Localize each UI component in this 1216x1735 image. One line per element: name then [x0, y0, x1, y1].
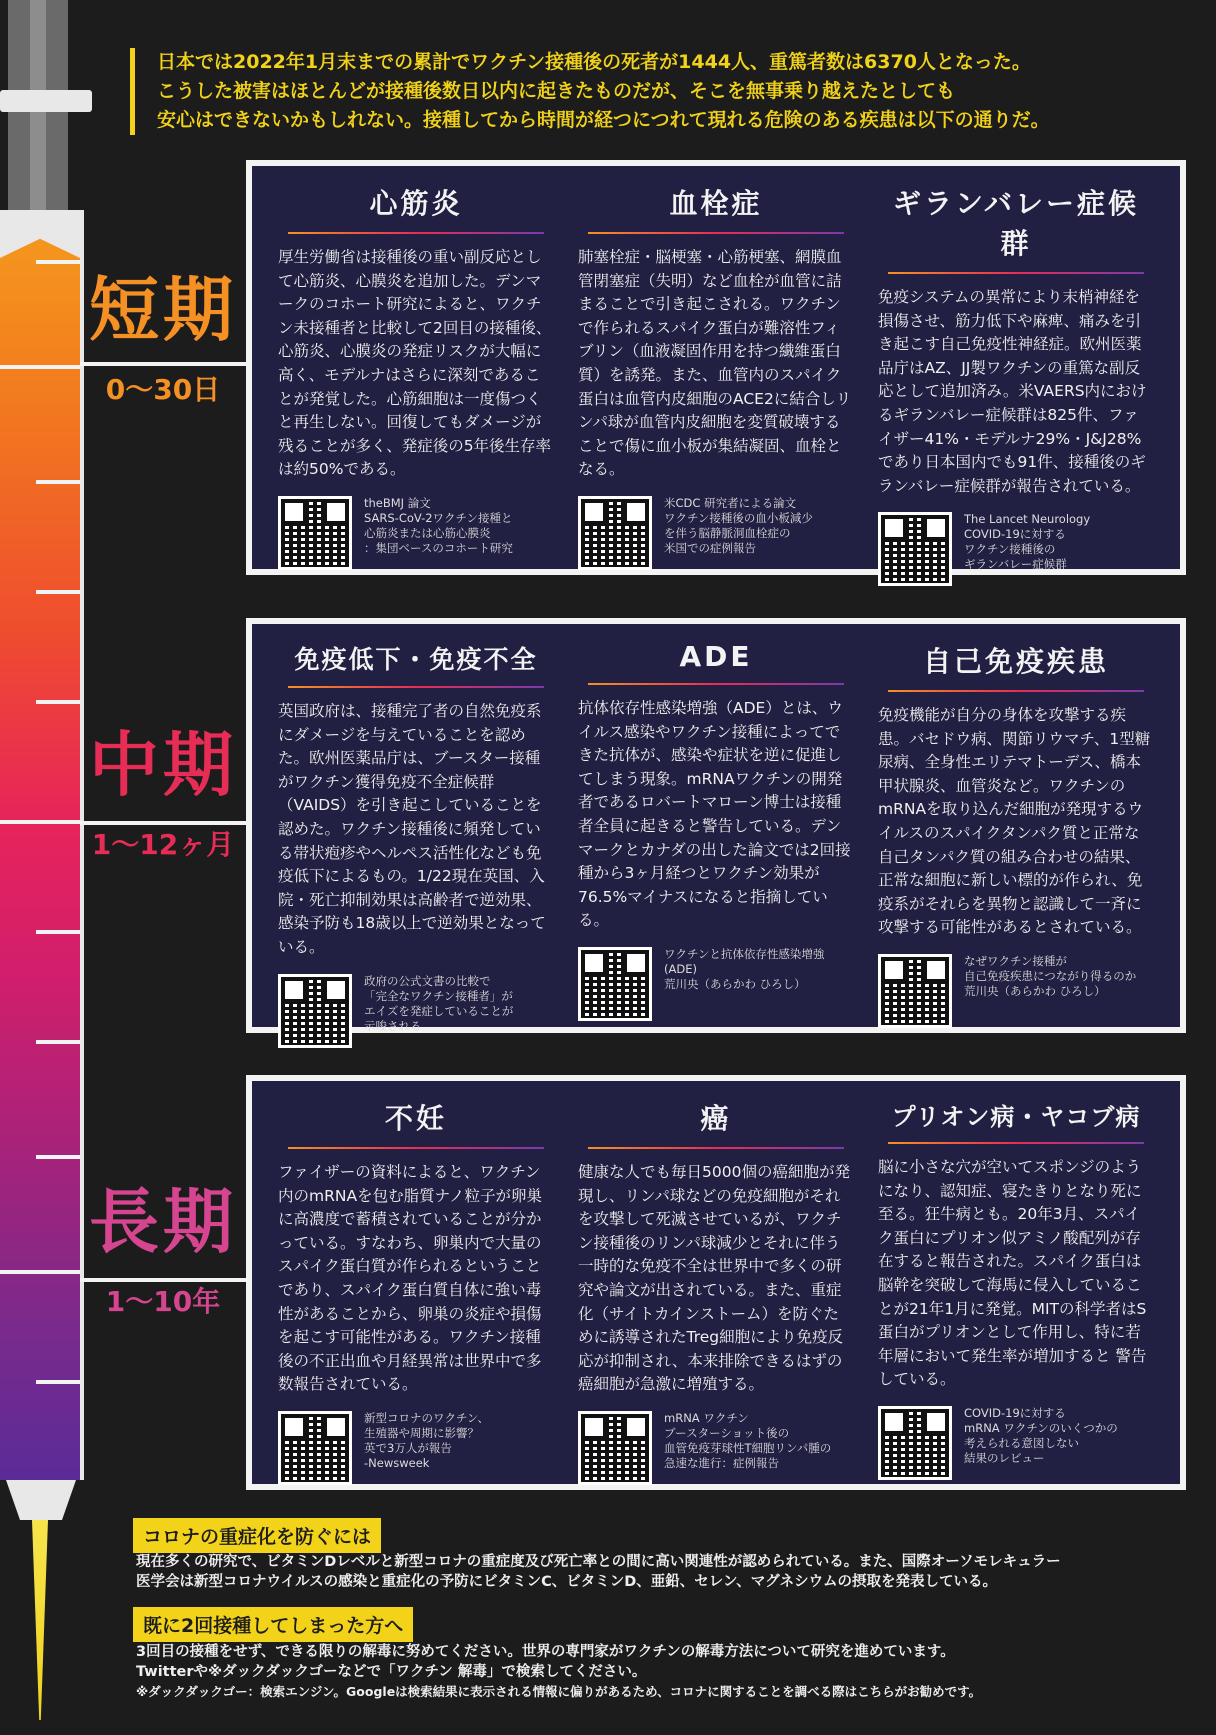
reference-text: 米CDC 研究者による論文 ワクチン接種後の血小板減少 を伴う脳静脈洞血栓症の 米国での症例報告 — [664, 495, 813, 555]
syringe-needle — [32, 1520, 48, 1720]
section-long-term — [246, 1075, 1186, 1490]
reference — [278, 974, 554, 1048]
reference-text: ワクチンと抗体依存性感染増強 (ADE) 荒川央（あらかわ ひろし） — [664, 946, 825, 991]
note-line: Twitterや※ダックダックゴーなどで「ワクチン 解毒」で検索してください。 — [136, 1664, 647, 1680]
disease-card — [566, 634, 866, 1017]
period-label: 長期 — [89, 1181, 237, 1263]
note-text — [136, 1552, 1196, 1592]
reference-text: 政府の公式文書の比較で 「完全なワクチン接種者」が エイズを発症していることが 示唆される — [364, 973, 514, 1033]
qr-code[interactable] — [878, 1406, 952, 1480]
disease-card — [866, 634, 1166, 1017]
qr-code[interactable] — [278, 974, 352, 1048]
reference-text: なぜワクチン接種が 自己免疫疾患につながり得るのか 荒川央（あらかわ ひろし） — [964, 953, 1137, 998]
reference — [878, 512, 1154, 586]
reference — [278, 496, 554, 570]
qr-code[interactable] — [578, 496, 652, 570]
disease-body: ファイザーの資料によると、ワクチン内のmRNAを包む脂質ナノ粒子が卵巣に高濃度で蓄積されていることが分かっている。すなわち、卵巣内で大量のスパイク蛋白質が作られるということであり、スパイク蛋白質自体に強い毒性があることから、卵巣の炎症や損傷を起こす可能性がある。ワクチン接種後の不正出血や月経異常は世界中で多数報告されている。 — [278, 1163, 542, 1394]
reference — [578, 947, 854, 1021]
section-short-term — [246, 160, 1186, 575]
disease-card — [866, 176, 1166, 572]
disease-body: 健康な人でも毎日5000個の癌細胞が発現し、リンパ球などの免疫細胞がそれを攻撃して死滅させているが、ワクチン接種後のリンパ球減少とそれに伴う一時的な免疫不全は世界中で多くの研究や論文が出されている。また、重症化（サイトカインストーム）を防ぐために誘導されたTreg細胞により免疫反応が抑制され、本来排除できるはずの癌細胞が急激に増殖する。 — [578, 1163, 850, 1394]
disease-card — [866, 1091, 1166, 1474]
qr-code[interactable] — [878, 512, 952, 586]
disease-card — [266, 1091, 566, 1474]
disease-title: プリオン病・ヤコブ病 — [891, 1103, 1141, 1131]
disease-title: 心筋炎 — [369, 187, 463, 220]
reference — [878, 1406, 1154, 1480]
disease-body: 免疫システムの異常により末梢神経を損傷させ、筋力低下や麻痺、痛みを引き起こす自己免疫性神経症。欧州医薬品庁はAZ、JJ製ワクチンの重篤な副反応として追加済み。米VAERS内におけるギランバレー症候群は825件、ファイザー41%・モデルナ29%・J&J28%であり日本国内でも91件、接種後のギランバレー症候群が報告されている。 — [878, 288, 1147, 495]
disease-title: 血栓症 — [669, 187, 763, 220]
reference — [578, 1411, 854, 1485]
qr-code[interactable] — [278, 496, 352, 570]
qr-code[interactable] — [878, 954, 952, 1028]
syringe-barrel — [0, 210, 84, 1480]
period-mid — [88, 725, 238, 863]
disease-card — [566, 176, 866, 559]
disease-card — [266, 176, 566, 559]
reference — [878, 954, 1154, 1028]
reference — [278, 1411, 554, 1485]
disease-card — [566, 1091, 866, 1474]
disease-card — [266, 634, 566, 1033]
period-long — [88, 1182, 238, 1320]
syringe-hub — [6, 1480, 76, 1520]
reference-text: COVID-19に対する mRNA ワクチンのいくつかの 考えられる意図しない 結果のレビュー — [964, 1405, 1118, 1465]
reference — [578, 496, 854, 570]
intro-line: 日本では2022年1月末までの累計でワクチン接種後の死者が1444人、重篤者数は6370人となった。 — [157, 51, 1031, 73]
disease-body: 肺塞栓症・脳梗塞・心筋梗塞、網膜血管閉塞症（失明）など血栓が血管に詰まることで引き起こされる。ワクチンで作られるスパイク蛋白が難溶性フィブリン（血液凝固作用を持つ繊維蛋白質）を誘発。また、血管内のスパイク蛋白は血管内皮細胞のACE2に結合しリンパ球が血管内皮細胞を変質破壊することで傷に血小板が集結凝固、血栓となる。 — [578, 248, 852, 479]
period-short — [88, 270, 238, 408]
period-label: 中期 — [89, 724, 237, 806]
syringe-graphic — [0, 0, 92, 1735]
disease-body: 抗体依存性感染増強（ADE）とは、ウイルス感染やワクチン接種によってできた抗体が、感染や症状を逆に促進してしまう現象。mRNAワクチンの開発者であるロバートマローン博士は接種者全員に起きると警告している。デンマークとカナダの出した論文では2回接種から3ヶ月経つとワクチン効果が76.5%マイナスになると指摘している。 — [578, 699, 851, 930]
intro-line: こうした被害はほとんどが接種後数日以内に起きたものだが、そこを無事乗り越えたとしても — [157, 80, 956, 102]
note-text — [136, 1642, 1196, 1702]
note-line: 3回目の接種をせず、できる限りの解毒に努めてください。世界の専門家がワクチンの解毒方法について研究を進めています。 — [136, 1644, 955, 1660]
reference-text: mRNA ワクチン ブースターショット後の 血管免疫芽球性T細胞リンパ腫の 急速な進行：症例報告 — [664, 1410, 832, 1470]
qr-code[interactable] — [578, 947, 652, 1021]
reference-text: 新型コロナのワクチン、 生殖器や周期に影響？ 英で3万人が報告 -Newsweek — [364, 1410, 490, 1470]
disease-body: 脳に小さな穴が空いてスポンジのようになり、認知症、寝たきりとなり死に至る。狂牛病とも。20年3月、スパイク蛋白にプリオン似アミノ酸配列が存在すると報告された。スパイク蛋白は脳幹を突破して海馬に侵入していることが21年1月に発覚。MITの科学者はS蛋白がプリオンとして作用し、特に若年層において発生率が増加すると 警告している。 — [878, 1158, 1147, 1389]
disease-title: ADE — [679, 640, 753, 673]
note-line: 医学会は新型コロナウイルスの感染と重症化の予防にビタミンC、ビタミンD、亜鉛、セレン、マグネシウムの摂取を発表している。 — [136, 1574, 997, 1590]
syringe-plunger-cap — [0, 90, 92, 112]
period-label: 短期 — [89, 269, 237, 351]
disease-title: 不妊 — [384, 1102, 447, 1135]
disease-title: 自己免疫疾患 — [922, 645, 1109, 678]
period-range: 1〜12ヶ月 — [91, 828, 235, 861]
disease-body: 厚生労働省は接種後の重い副反応として心筋炎、心膜炎を追加した。デンマークのコホート研究によると、ワクチン未接種者と比較して2回目の接種後、心筋炎、心膜炎の発症リスクが大幅に高く、モデルナはさらに深刻であることが発覚した。心筋細胞は一度傷つくと再生しない。回復してもダメージが残ることが多く、発症後の5年後生存率は約50%である。 — [278, 248, 552, 479]
reference-text: The Lancet Neurology COVID-19に対する ワクチン接種後の ギランバレー症候群 — [964, 512, 1091, 572]
disease-body: 免疫機能が自分の身体を攻撃する疾患。バセドウ病、関節リウマチ、1型糖尿病、全身性エリテマトーデス、橋本甲状腺炎、血管炎など。ワクチンのmRNAを取り込んだ細胞が発現するウイルスのスパイクタンパク質と正常な自己タンパク質の組み合わせの結果、正常な細胞に新しい標的が作られ、免疫系がそれらを異物と認識して一斉に攻撃する可能性があるとされている。 — [878, 706, 1151, 937]
qr-code[interactable] — [278, 1411, 352, 1485]
note-footnote: ※ダックダックゴー：検索エンジン。Googleは検索結果に表示される情報に偏りがあるため、コロナに関することを調べる際はこちらがお勧めです。 — [136, 1684, 982, 1699]
heading-prevent-severe: コロナの重症化を防ぐには — [133, 1518, 381, 1553]
disease-title: 免疫低下・免疫不全 — [294, 645, 538, 674]
disease-title: 癌 — [700, 1102, 732, 1135]
heading-already-vaccinated: 既に2回接種してしまった方へ — [133, 1607, 413, 1642]
disease-title: ギランバレー症候群 — [892, 187, 1140, 260]
note-line: 現在多くの研究で、ビタミンDレベルと新型コロナの重症度及び死亡率との間に高い関連性が認められている。また、国際オーソモレキュラー — [136, 1554, 1061, 1570]
period-range: 1〜10年 — [105, 1285, 221, 1318]
period-range: 0〜30日 — [105, 373, 221, 406]
intro-line: 安心はできないかもしれない。接種してから時間が経つにつれて現れる危険のある疾患は以下の通りだ。 — [157, 109, 1050, 131]
section-mid-term — [246, 618, 1186, 1033]
intro-text — [130, 48, 1216, 135]
reference-text: theBMJ 論文 SARS-CoV-2ワクチン接種と 心筋炎または心筋心膜炎 ：集団ベースのコホート研究 — [364, 495, 513, 555]
qr-code[interactable] — [578, 1411, 652, 1485]
disease-body: 英国政府は、接種完了者の自然免疫系にダメージを与えていることを認めた。欧州医薬品庁は、ブースター接種がワクチン獲得免疫不全症候群（VAIDS）を引き起こしていることを認めた。ワクチン接種後に頻発している帯状疱疹やヘルペス活性化なども免疫低下によるもの。1/22現在英国、入院・死亡抑制効果は高齢者で逆効果、感染予防も18歳以上で逆効果となっている。 — [278, 702, 546, 956]
